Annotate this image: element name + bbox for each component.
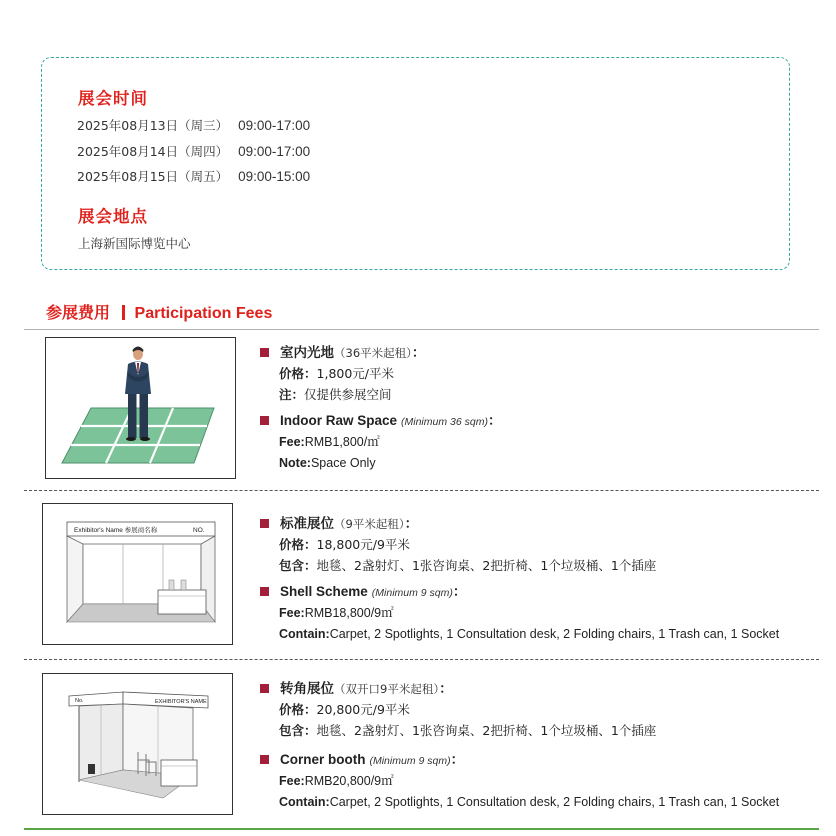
fee-label: Fee: — [279, 774, 305, 788]
bullet-icon — [260, 755, 269, 764]
bullet-icon — [260, 416, 269, 425]
booth-fascia-name: Exhibitor's Name 参展商名称 — [74, 527, 158, 534]
fee-value: RMB1,800/㎡ — [304, 435, 380, 449]
date-row — [77, 142, 310, 160]
item-name-cn: 标准展位 — [280, 516, 334, 532]
contain-value-en: Carpet, 2 Spotlights, 1 Consultation desk, 2 Folding chairs, 1 Trash can, 1 Socket — [329, 795, 780, 809]
corner-booth-illustration — [42, 673, 233, 815]
date-text: 2025年08月15日（周五） — [77, 169, 229, 184]
fee-item-shell-scheme — [260, 513, 779, 644]
item-name-en: Shell Scheme — [280, 584, 368, 599]
fees-title-cn: 参展费用 — [46, 303, 111, 322]
price-value: 1,800元/平米 — [316, 366, 395, 381]
item-min-en: (Minimum 9 sqm) — [371, 587, 453, 599]
note-value-cn: 仅提供参展空间 — [304, 387, 392, 402]
colon: ： — [439, 681, 453, 697]
note-label-cn: 注： — [279, 387, 305, 402]
bullet-icon — [260, 587, 269, 596]
shell-scheme-illustration — [42, 503, 233, 645]
contain-label-cn: 包含： — [279, 558, 317, 573]
time-text: 09:00-17:00 — [238, 144, 311, 159]
contain-label-en: Contain: — [279, 627, 330, 641]
colon: ： — [452, 584, 467, 600]
venue-text: 上海新国际博览中心 — [78, 236, 191, 251]
item-min-en: (Minimum 9 sqm) — [369, 755, 451, 767]
contain-value-cn: 地毯、2盏射灯、1张咨询桌、2把折椅、1个垃圾桶、1个插座 — [316, 723, 657, 738]
date-text: 2025年08月14日（周四） — [77, 144, 229, 159]
contain-label-cn: 包含： — [279, 723, 317, 738]
item-name-en: Indoor Raw Space — [280, 413, 398, 428]
colon: ： — [487, 413, 502, 429]
date-text: 2025年08月13日（周三） — [77, 118, 229, 133]
price-value: 18,800元/9平米 — [316, 537, 410, 552]
bottom-rule — [24, 828, 819, 830]
title-separator — [122, 305, 125, 320]
item-min-cn: （36平米起租） — [334, 346, 412, 360]
section-divider — [24, 329, 819, 330]
bullet-icon — [260, 348, 269, 357]
item-name-cn: 室内光地 — [280, 345, 334, 361]
item-divider — [24, 659, 819, 660]
time-text: 09:00-15:00 — [238, 169, 311, 184]
price-label: 价格： — [279, 702, 317, 717]
booth-fascia-no: No. — [75, 698, 84, 704]
price-value: 20,800元/9平米 — [316, 702, 410, 717]
bullet-icon — [260, 684, 269, 693]
fee-item-raw-space — [260, 342, 501, 473]
fee-label: Fee: — [279, 606, 305, 620]
fee-item-corner-booth — [260, 678, 779, 812]
contain-value-en: Carpet, 2 Spotlights, 1 Consultation desk, 2 Folding chairs, 1 Trash can, 1 Socket — [329, 627, 780, 641]
fee-label: Fee: — [279, 435, 305, 449]
booth-fascia-no: NO. — [193, 527, 205, 534]
exhibition-venue-heading: 展会地点 — [78, 207, 148, 226]
price-label: 价格： — [279, 366, 317, 381]
fee-value: RMB18,800/9㎡ — [304, 606, 394, 620]
price-label: 价格： — [279, 537, 317, 552]
fees-title-en: Participation Fees — [134, 305, 273, 322]
colon: ： — [450, 752, 465, 768]
date-row — [77, 167, 310, 185]
exhibition-time-heading: 展会时间 — [78, 89, 148, 108]
time-text: 09:00-17:00 — [238, 118, 311, 133]
booth-fascia-name: EXHIBITOR'S NAME — [155, 699, 207, 705]
item-divider — [24, 490, 819, 491]
note-value-en: Space Only — [310, 456, 376, 470]
item-min-cn: （9平米起租） — [334, 517, 405, 531]
date-row — [77, 116, 310, 134]
contain-value-cn: 地毯、2盏射灯、1张咨询桌、2把折椅、1个垃圾桶、1个插座 — [316, 558, 657, 573]
bullet-icon — [260, 519, 269, 528]
colon: ： — [411, 345, 426, 361]
contain-label-en: Contain: — [279, 795, 330, 809]
raw-space-illustration — [45, 337, 236, 479]
colon: ： — [404, 516, 419, 532]
note-label-en: Note: — [279, 456, 311, 470]
fee-value: RMB20,800/9㎡ — [304, 774, 394, 788]
fees-section-title — [46, 300, 272, 323]
item-name-en: Corner booth — [280, 752, 366, 767]
item-min-cn: （双开口9平米起租） — [334, 682, 440, 696]
item-name-cn: 转角展位 — [280, 681, 334, 697]
item-min-en: (Minimum 36 sqm) — [401, 416, 488, 428]
